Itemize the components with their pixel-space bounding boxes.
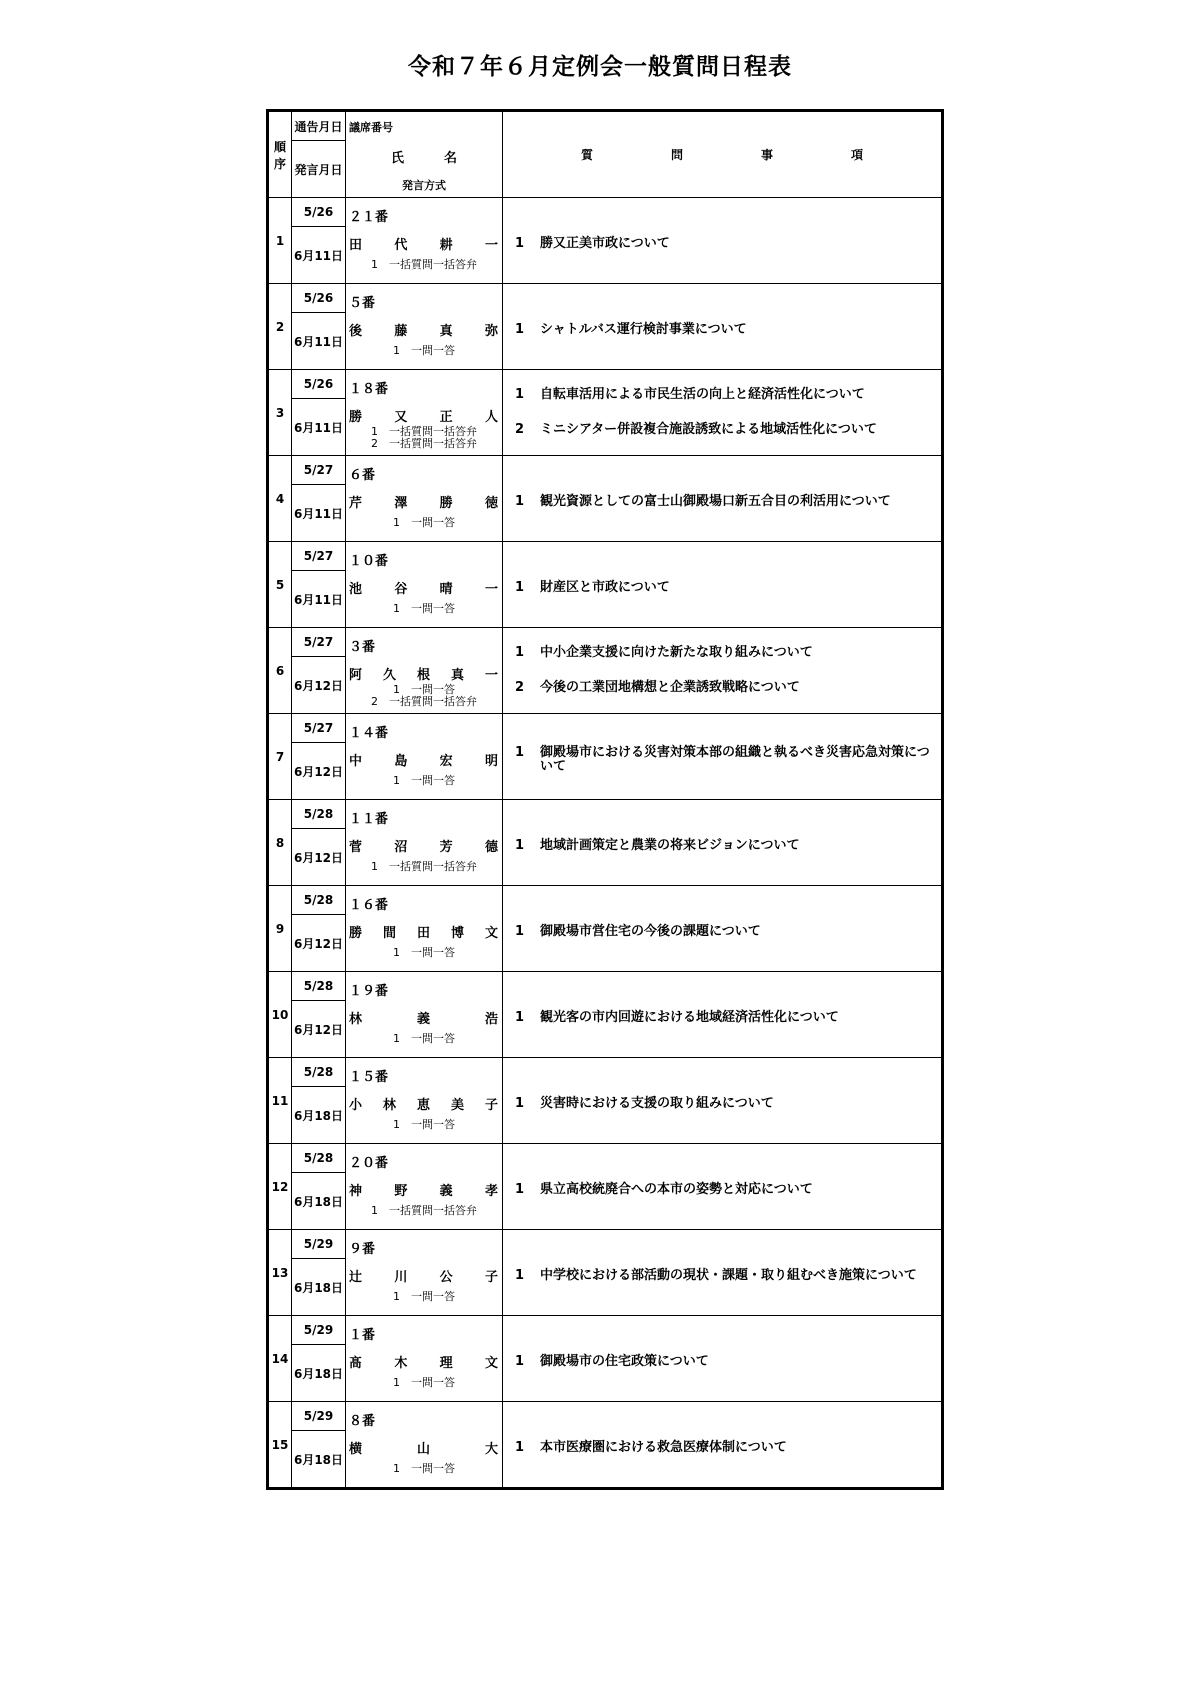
- question-number: 1: [515, 1096, 525, 1111]
- member-cell: [346, 284, 503, 370]
- name-char: 沼: [394, 839, 408, 855]
- speech-method: 1 一問一答: [393, 1031, 455, 1045]
- member-name: [349, 1180, 498, 1199]
- table-row: [268, 198, 943, 227]
- question-number: 1: [515, 580, 525, 595]
- seat-number: ５番: [349, 295, 376, 311]
- name-char: 理: [439, 1355, 453, 1371]
- row-order: 11: [268, 1058, 292, 1144]
- topic-cell: [503, 370, 943, 456]
- header-notice-date: 通告月日: [292, 111, 346, 141]
- table-row: [268, 1144, 943, 1173]
- speech-date: 6月11日: [292, 571, 346, 628]
- member-name: [349, 492, 498, 511]
- table-row: [268, 972, 943, 1001]
- name-char: 恵: [416, 1097, 430, 1113]
- name-char: 博: [450, 925, 464, 941]
- name-char: 子: [484, 1269, 498, 1285]
- name-char: 野: [394, 1183, 408, 1199]
- row-order: 2: [268, 284, 292, 370]
- name-char: 芹: [349, 495, 363, 511]
- topic-cell: [503, 1316, 943, 1402]
- name-char: 文: [484, 1355, 498, 1371]
- name-char: 谷: [394, 581, 408, 597]
- question-text: 中小企業支援に向けた新たな取り組みについて: [540, 645, 813, 660]
- name-char: 子: [484, 1097, 498, 1113]
- row-order: 3: [268, 370, 292, 456]
- seat-number: １１番: [349, 811, 389, 827]
- member-name: [349, 664, 498, 683]
- question-number: 1: [515, 924, 525, 939]
- name-char: 中: [349, 753, 363, 769]
- speech-date: 6月12日: [292, 829, 346, 886]
- notice-date: 5/27: [292, 542, 346, 571]
- name-char: 公: [439, 1269, 453, 1285]
- topic-cell: [503, 456, 943, 542]
- member-cell: [346, 370, 503, 456]
- question-text: ミニシアター併設複合施設誘致による地域活性化について: [540, 422, 877, 437]
- speech-date: 6月11日: [292, 485, 346, 542]
- seat-number: ８番: [349, 1413, 376, 1429]
- speech-methods: [346, 344, 502, 358]
- member-name: [349, 320, 498, 339]
- question-item: [515, 388, 941, 402]
- speech-date: 6月18日: [292, 1173, 346, 1230]
- header-topic: 質問事項: [581, 148, 942, 162]
- speech-method: 1 一問一答: [393, 773, 455, 787]
- speech-date: 6月11日: [292, 399, 346, 456]
- topic-cell: [503, 1144, 943, 1230]
- schedule-table: [266, 109, 944, 1490]
- topic-cell: [503, 284, 943, 370]
- member-cell: [346, 886, 503, 972]
- seat-number: ２１番: [349, 209, 389, 225]
- seat-number: ６番: [349, 467, 376, 483]
- question-text: 中学校における部活動の現状・課題・取り組むべき施策について: [540, 1268, 917, 1283]
- table-row: [268, 1230, 943, 1259]
- question-text: 観光資源としての富士山御殿場口新五合目の利活用について: [540, 494, 891, 509]
- row-order: 15: [268, 1402, 292, 1489]
- question-text: 今後の工業団地構想と企業誘致戦略について: [540, 680, 800, 695]
- name-char: 木: [394, 1355, 408, 1371]
- question-text: 観光客の市内回遊における地域経済活性化について: [540, 1010, 839, 1025]
- speech-method: 1 一問一答: [393, 1289, 455, 1303]
- member-cell: [346, 1402, 503, 1489]
- speech-method: 1 一問一答: [393, 682, 455, 696]
- question-item: [515, 746, 941, 774]
- question-item: [515, 581, 941, 595]
- name-char: 人: [484, 409, 498, 425]
- header-order: 順序: [268, 111, 292, 198]
- speech-method: 1 一括質問一括答弁: [371, 859, 477, 873]
- question-number: 2: [515, 680, 525, 695]
- notice-date: 5/29: [292, 1316, 346, 1345]
- name-char: 真: [450, 667, 464, 683]
- name-char: 藤: [394, 323, 408, 339]
- topic-cell: [503, 198, 943, 284]
- schedule-rows: [268, 198, 943, 1489]
- name-char: 耕: [439, 237, 453, 253]
- table-row: [268, 1402, 943, 1431]
- question-item: [515, 416, 941, 444]
- table-row: [268, 1316, 943, 1345]
- name-char: 間: [382, 925, 396, 941]
- speech-date: 6月12日: [292, 743, 346, 800]
- name-char: 小: [349, 1097, 363, 1113]
- seat-number: １０番: [349, 553, 389, 569]
- question-number: 1: [515, 745, 525, 760]
- row-order: 14: [268, 1316, 292, 1402]
- speech-methods: [346, 774, 502, 788]
- question-item: [515, 674, 941, 702]
- speech-date: 6月12日: [292, 915, 346, 972]
- table-row: [268, 542, 943, 571]
- table-row: [268, 284, 943, 313]
- member-cell: [346, 198, 503, 284]
- speech-date: 6月18日: [292, 1345, 346, 1402]
- member-cell: [346, 1230, 503, 1316]
- name-char: 勝: [439, 495, 453, 511]
- member-name: [349, 234, 498, 253]
- member-name: [349, 406, 498, 425]
- member-name: [349, 836, 498, 855]
- question-text: 自転車活用による市民生活の向上と経済活性化について: [540, 387, 865, 402]
- question-text: 御殿場市の住宅政策について: [540, 1354, 709, 1369]
- seat-number: ９番: [349, 1241, 376, 1257]
- member-cell: [346, 714, 503, 800]
- question-item: [515, 1355, 941, 1369]
- notice-date: 5/26: [292, 284, 346, 313]
- member-cell: [346, 542, 503, 628]
- notice-date: 5/28: [292, 886, 346, 915]
- name-char: 久: [382, 667, 396, 683]
- seat-number: １６番: [349, 897, 389, 913]
- name-char: 菅: [349, 839, 363, 855]
- speech-methods: [346, 1118, 502, 1132]
- name-char: 一: [484, 581, 498, 597]
- notice-date: 5/26: [292, 370, 346, 399]
- question-number: 1: [515, 236, 525, 251]
- speech-methods: [346, 860, 502, 874]
- topic-cell: [503, 628, 943, 714]
- name-char: 林: [349, 1011, 363, 1027]
- question-item: [515, 237, 941, 251]
- member-name: [349, 578, 498, 597]
- topic-cell: [503, 714, 943, 800]
- name-char: 阿: [349, 667, 363, 683]
- table-row: [268, 800, 943, 829]
- member-name: [349, 750, 498, 769]
- name-char: 晴: [439, 581, 453, 597]
- speech-method: 1 一括質問一括答弁: [371, 257, 477, 271]
- name-char: 辻: [349, 1269, 363, 1285]
- question-item: [515, 1097, 941, 1111]
- question-number: 2: [515, 422, 525, 437]
- name-char: 髙: [349, 1355, 363, 1371]
- row-order: 10: [268, 972, 292, 1058]
- table-row: [268, 628, 943, 657]
- name-char: 澤: [394, 495, 408, 511]
- speech-method: 1 一問一答: [393, 1461, 455, 1475]
- name-char: 林: [382, 1097, 396, 1113]
- speech-methods: [346, 1376, 502, 1390]
- name-char: 後: [349, 323, 363, 339]
- table-row: [268, 886, 943, 915]
- question-text: 勝又正美市政について: [540, 236, 670, 251]
- header-topic-cell: [503, 111, 943, 198]
- speech-method: 1 一問一答: [393, 515, 455, 529]
- member-cell: [346, 800, 503, 886]
- header-method: 発言方式: [402, 178, 446, 192]
- name-char: 芳: [439, 839, 453, 855]
- row-order: 1: [268, 198, 292, 284]
- name-char: 宏: [439, 753, 453, 769]
- notice-date: 5/26: [292, 198, 346, 227]
- question-number: 1: [515, 494, 525, 509]
- seat-number: ３番: [349, 639, 376, 655]
- name-char: 根: [416, 667, 430, 683]
- speech-method: 1 一問一答: [393, 945, 455, 959]
- seat-number: １５番: [349, 1069, 389, 1085]
- speech-method: 1 一括質問一括答弁: [371, 424, 477, 438]
- name-char: 真: [439, 323, 453, 339]
- name-char: 德: [484, 839, 498, 855]
- question-item: [515, 1183, 941, 1197]
- name-char: 孝: [484, 1183, 498, 1199]
- speech-method: 2 一括質問一括答弁: [371, 436, 477, 450]
- speech-date: 6月12日: [292, 657, 346, 714]
- member-name: [349, 1008, 498, 1027]
- question-item: [515, 1269, 941, 1283]
- topic-cell: [503, 800, 943, 886]
- name-char: 文: [484, 925, 498, 941]
- member-name: [349, 1266, 498, 1285]
- question-text: シャトルバス運行検討事業について: [540, 322, 747, 337]
- question-text: 御殿場市における災害対策本部の組織と執るべき災害応急対策について: [540, 745, 930, 774]
- table-row: [268, 1058, 943, 1087]
- name-char: 弥: [484, 323, 498, 339]
- speech-date: 6月18日: [292, 1259, 346, 1316]
- name-char: 横: [349, 1441, 363, 1457]
- name-char: 島: [394, 753, 408, 769]
- speech-methods: [346, 946, 502, 960]
- notice-date: 5/28: [292, 1144, 346, 1173]
- question-item: [515, 925, 941, 939]
- table-row: [268, 714, 943, 743]
- question-text: 県立高校統廃合への本市の姿勢と対応について: [540, 1182, 813, 1197]
- name-char: 義: [416, 1011, 430, 1027]
- question-number: 1: [515, 1268, 525, 1283]
- speech-method: 1 一問一答: [393, 1375, 455, 1389]
- speech-date: 6月18日: [292, 1431, 346, 1489]
- name-char: 明: [484, 753, 498, 769]
- header-speech-date: 発言月日: [292, 141, 346, 198]
- topic-cell: [503, 542, 943, 628]
- name-char: 美: [450, 1097, 464, 1113]
- seat-number: ２０番: [349, 1155, 389, 1171]
- question-number: 1: [515, 1440, 525, 1455]
- question-number: 1: [515, 387, 525, 402]
- name-char: 神: [349, 1183, 363, 1199]
- row-order: 6: [268, 628, 292, 714]
- name-char: 一: [484, 667, 498, 683]
- topic-cell: [503, 1058, 943, 1144]
- speech-date: 6月11日: [292, 227, 346, 284]
- row-order: 12: [268, 1144, 292, 1230]
- speech-method: 2 一括質問一括答弁: [371, 694, 477, 708]
- row-order: 5: [268, 542, 292, 628]
- row-order: 8: [268, 800, 292, 886]
- notice-date: 5/29: [292, 1230, 346, 1259]
- speech-date: 6月12日: [292, 1001, 346, 1058]
- question-item: [515, 646, 941, 660]
- notice-date: 5/28: [292, 1058, 346, 1087]
- name-char: 大: [484, 1441, 498, 1457]
- question-number: 1: [515, 838, 525, 853]
- speech-methods: [346, 684, 502, 708]
- row-order: 13: [268, 1230, 292, 1316]
- page-title: 令和７年６月定例会一般質問日程表: [408, 54, 792, 80]
- header-name: 氏名: [390, 150, 497, 166]
- question-item: [515, 495, 941, 509]
- notice-date: 5/28: [292, 800, 346, 829]
- name-char: 勝: [349, 925, 363, 941]
- name-char: 池: [349, 581, 363, 597]
- speech-methods: [346, 1204, 502, 1218]
- topic-cell: [503, 972, 943, 1058]
- row-order: 4: [268, 456, 292, 542]
- header-name-cell: [346, 111, 503, 198]
- name-char: 正: [439, 409, 453, 425]
- speech-methods: [346, 258, 502, 272]
- table-row: [268, 370, 943, 399]
- seat-number: １４番: [349, 725, 389, 741]
- member-cell: [346, 972, 503, 1058]
- name-char: 又: [394, 409, 408, 425]
- member-name: [349, 1094, 498, 1113]
- notice-date: 5/28: [292, 972, 346, 1001]
- speech-date: 6月18日: [292, 1087, 346, 1144]
- question-number: 1: [515, 1354, 525, 1369]
- speech-method: 1 一括質問一括答弁: [371, 1203, 477, 1217]
- row-order: 9: [268, 886, 292, 972]
- seat-number: １９番: [349, 983, 389, 999]
- header-seat: 議席番号: [349, 120, 393, 134]
- speech-methods: [346, 426, 502, 450]
- row-order: 7: [268, 714, 292, 800]
- question-item: [515, 1011, 941, 1025]
- topic-cell: [503, 1230, 943, 1316]
- speech-method: 1 一問一答: [393, 601, 455, 615]
- speech-method: 1 一問一答: [393, 1117, 455, 1131]
- name-char: 義: [439, 1183, 453, 1199]
- member-cell: [346, 1316, 503, 1402]
- name-char: 川: [394, 1269, 408, 1285]
- question-number: 1: [515, 322, 525, 337]
- speech-method: 1 一問一答: [393, 343, 455, 357]
- name-char: 田: [416, 925, 430, 941]
- name-char: 山: [416, 1441, 430, 1457]
- notice-date: 5/29: [292, 1402, 346, 1431]
- seat-number: １番: [349, 1327, 376, 1343]
- question-item: [515, 839, 941, 853]
- notice-date: 5/27: [292, 714, 346, 743]
- question-item: [515, 323, 941, 337]
- speech-methods: [346, 602, 502, 616]
- member-cell: [346, 628, 503, 714]
- speech-methods: [346, 1462, 502, 1476]
- topic-cell: [503, 886, 943, 972]
- question-text: 財産区と市政について: [540, 580, 670, 595]
- member-cell: [346, 1144, 503, 1230]
- name-char: 一: [484, 237, 498, 253]
- speech-date: 6月11日: [292, 313, 346, 370]
- name-char: 浩: [484, 1011, 498, 1027]
- member-name: [349, 1352, 498, 1371]
- name-char: 徳: [484, 495, 498, 511]
- notice-date: 5/27: [292, 456, 346, 485]
- question-text: 本市医療圏における救急医療体制について: [540, 1440, 787, 1455]
- speech-methods: [346, 1032, 502, 1046]
- question-text: 御殿場市営住宅の今後の課題について: [540, 924, 761, 939]
- question-text: 地域計画策定と農業の将来ビジョンについて: [540, 838, 800, 853]
- name-char: 田: [349, 237, 363, 253]
- topic-cell: [503, 1402, 943, 1489]
- member-cell: [346, 456, 503, 542]
- speech-methods: [346, 1290, 502, 1304]
- question-number: 1: [515, 645, 525, 660]
- member-cell: [346, 1058, 503, 1144]
- member-name: [349, 922, 498, 941]
- question-item: [515, 1441, 941, 1455]
- table-row: [268, 456, 943, 485]
- member-name: [349, 1438, 498, 1457]
- notice-date: 5/27: [292, 628, 346, 657]
- question-text: 災害時における支援の取り組みについて: [540, 1096, 774, 1111]
- name-char: 代: [394, 237, 408, 253]
- name-char: 勝: [349, 409, 363, 425]
- seat-number: １８番: [349, 381, 389, 397]
- speech-methods: [346, 516, 502, 530]
- question-number: 1: [515, 1010, 525, 1025]
- question-number: 1: [515, 1182, 525, 1197]
